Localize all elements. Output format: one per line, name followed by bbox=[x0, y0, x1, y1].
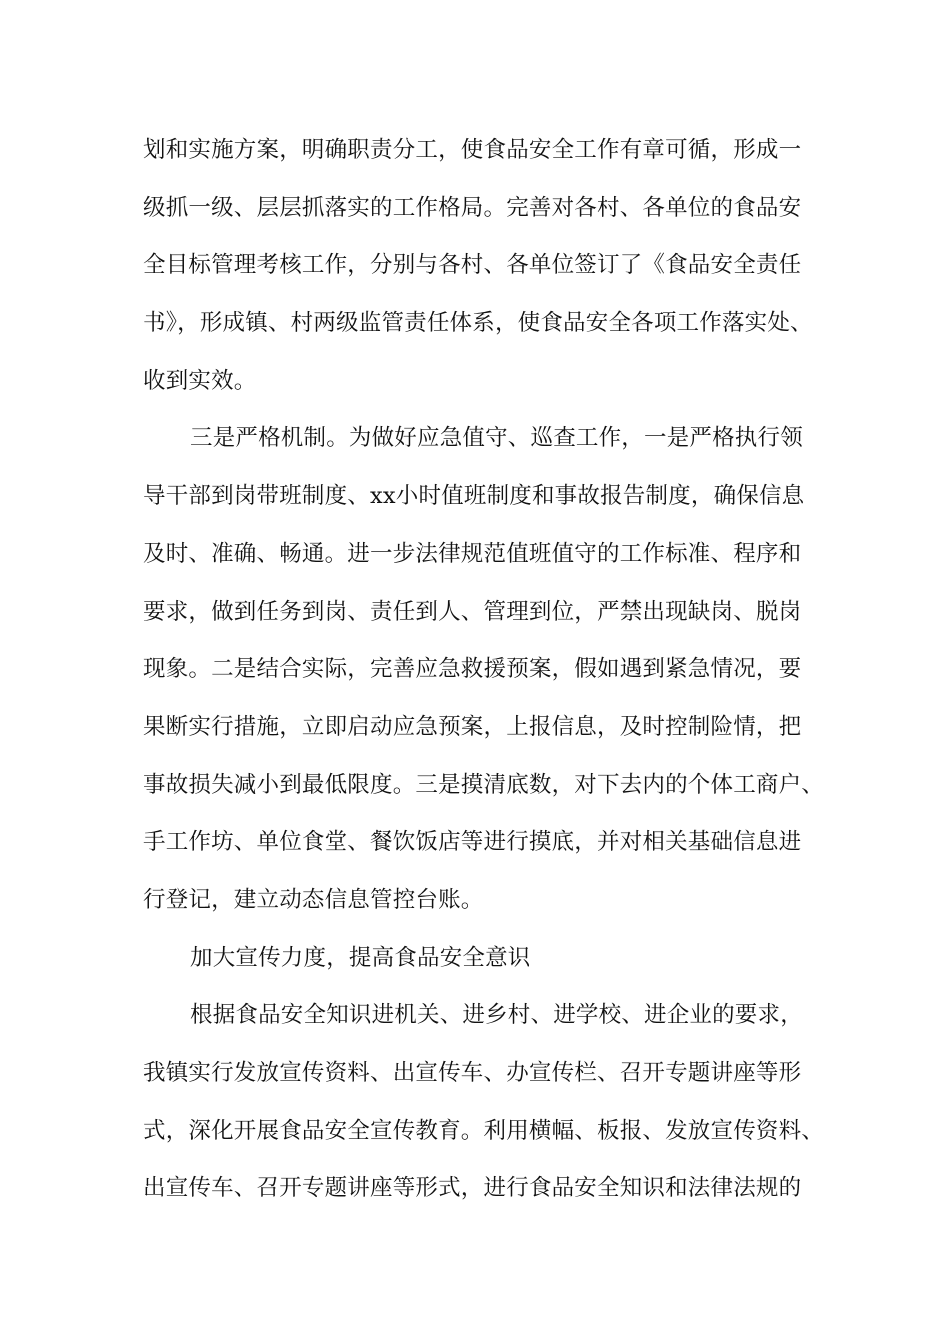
text-line: 书》，形成镇、村两级监管责任体系，使食品安全各项工作落实处、 bbox=[143, 310, 813, 337]
text-line: 划和实施方案，明确职责分工，使食品安全工作有章可循，形成一 bbox=[143, 137, 802, 163]
text-line: 果断实行措施，立即启动应急预案，上报信息，及时控制险情，把 bbox=[143, 713, 802, 740]
text-line: 收到实效。 bbox=[143, 367, 257, 394]
text-line: 我镇实行发放宣传资料、出宣传车、办宣传栏、召开专题讲座等形 bbox=[143, 1060, 802, 1086]
text-line: 出宣传车、召开专题讲座等形式，进行食品安全知识和法律法规的 bbox=[143, 1175, 802, 1202]
paragraph-start-line: 根据食品安全知识进机关、进乡村、进学校、进企业的要求， bbox=[190, 1002, 803, 1029]
text-line: 及时、准确、畅通。进一步法律规范值班值守的工作标准、程序和 bbox=[143, 540, 802, 567]
paragraph-start-line: 三是严格机制。为做好应急值守、巡查工作，一是严格执行领 bbox=[190, 425, 803, 452]
text-line: 行登记，建立动态信息管控台账。 bbox=[143, 886, 484, 913]
text-line: 式，深化开展食品安全宣传教育。利用横幅、板报、发放宣传资料、 bbox=[143, 1117, 825, 1144]
text-line: 要求，做到任务到岗、责任到人、管理到位，严禁出现缺岗、脱岗 bbox=[143, 598, 802, 625]
text-line: 全目标管理考核工作，分别与各村、各单位签订了《食品安全责任 bbox=[143, 252, 802, 279]
text-line: 导干部到岗带班制度、xx小时值班制度和事故报告制度，确保信息 bbox=[143, 483, 805, 510]
text-line: 事故损失减小到最低限度。三是摸清底数，对下去内的个体工商户、 bbox=[143, 771, 825, 798]
text-line: 手工作坊、单位食堂、餐饮饭店等进行摸底，并对相关基础信息进 bbox=[143, 829, 802, 856]
document-body bbox=[143, 122, 833, 1218]
section-heading: 加大宣传力度，提高食品安全意识 bbox=[190, 944, 531, 971]
text-line: 现象。二是结合实际，完善应急救援预案，假如遇到紧急情况，要 bbox=[143, 656, 802, 683]
text-line: 级抓一级、层层抓落实的工作格局。完善对各村、各单位的食品安 bbox=[143, 194, 802, 221]
